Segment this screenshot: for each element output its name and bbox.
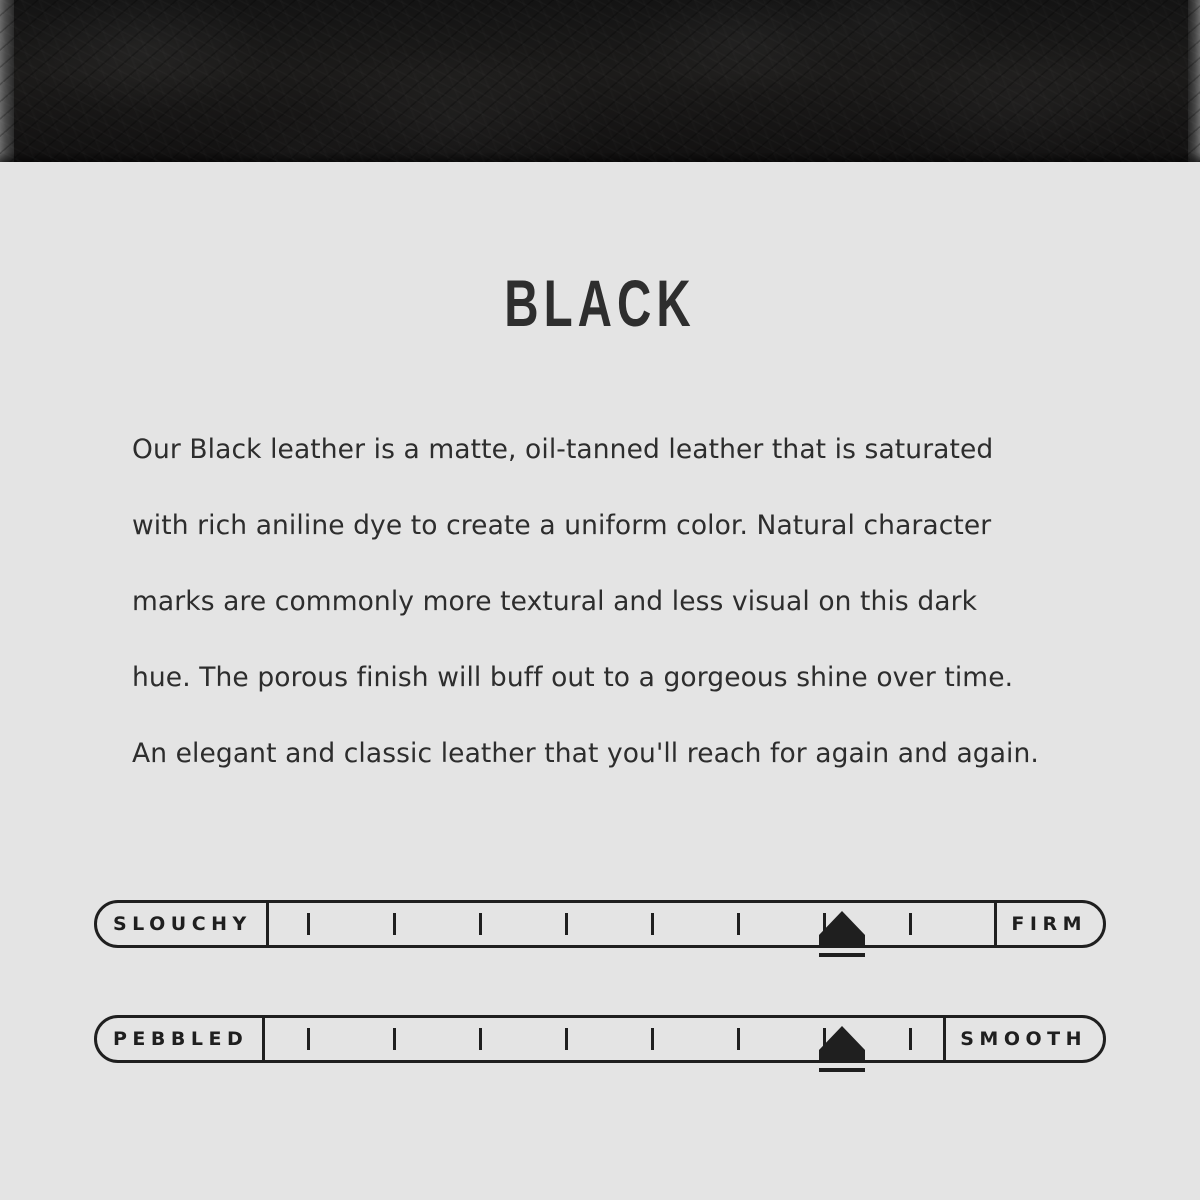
slider-marker-notch [819,948,865,953]
slider-tick [737,913,740,935]
attribute-sliders [0,900,1200,1063]
slider-marker-arrow-icon [819,911,865,935]
slider-marker-notch [819,1063,865,1068]
slider-right-label-texture: SMOOTH [960,1028,1087,1050]
slider-left-cap-texture [94,1015,265,1063]
description-line-3: marks are commonly more textural and less visual on this dark [132,586,978,617]
slider-tick [393,913,396,935]
page-title: BLACK [504,266,696,340]
slider-tick [909,1028,912,1050]
slider-tick [651,913,654,935]
slider-marker-arrow-icon [819,1026,865,1050]
black-leather-swatch-image [0,0,1200,162]
slider-tick [737,1028,740,1050]
slider-tick [909,913,912,935]
slider-structure[interactable] [94,900,1106,948]
slider-tick [393,1028,396,1050]
slider-right-cap-texture [943,1015,1106,1063]
description-line-5: An elegant and classic leather that you'll reach for again and again. [132,738,1039,769]
slider-marker-stem [819,935,865,957]
slider-marker-stem [819,1050,865,1072]
slider-left-cap-structure [94,900,269,948]
description-line-1: Our Black leather is a matte, oil-tanned leather that is saturated [132,434,994,465]
description-text [132,412,1068,792]
leather-edge-right [1188,0,1200,162]
description-line-2: with rich aniline dye to create a uniform color. Natural character [132,510,992,541]
leather-bottom-shadow [0,152,1200,162]
slider-left-label-texture: PEBBLED [113,1028,249,1050]
slider-tick [479,913,482,935]
slider-tick [651,1028,654,1050]
slider-texture[interactable] [94,1015,1106,1063]
slider-tick [565,913,568,935]
slider-right-label-structure: FIRM [1011,913,1087,935]
slider-marker-texture[interactable] [819,1026,865,1068]
leather-edge-left [0,0,14,162]
description-line-4: hue. The porous finish will buff out to a gorgeous shine over time. [132,662,1014,693]
slider-tick [565,1028,568,1050]
slider-tick [479,1028,482,1050]
slider-right-cap-structure [994,900,1106,948]
slider-left-label-structure: SLOUCHY [113,913,252,935]
slider-tick [307,913,310,935]
slider-tick [307,1028,310,1050]
slider-marker-structure[interactable] [819,911,865,953]
